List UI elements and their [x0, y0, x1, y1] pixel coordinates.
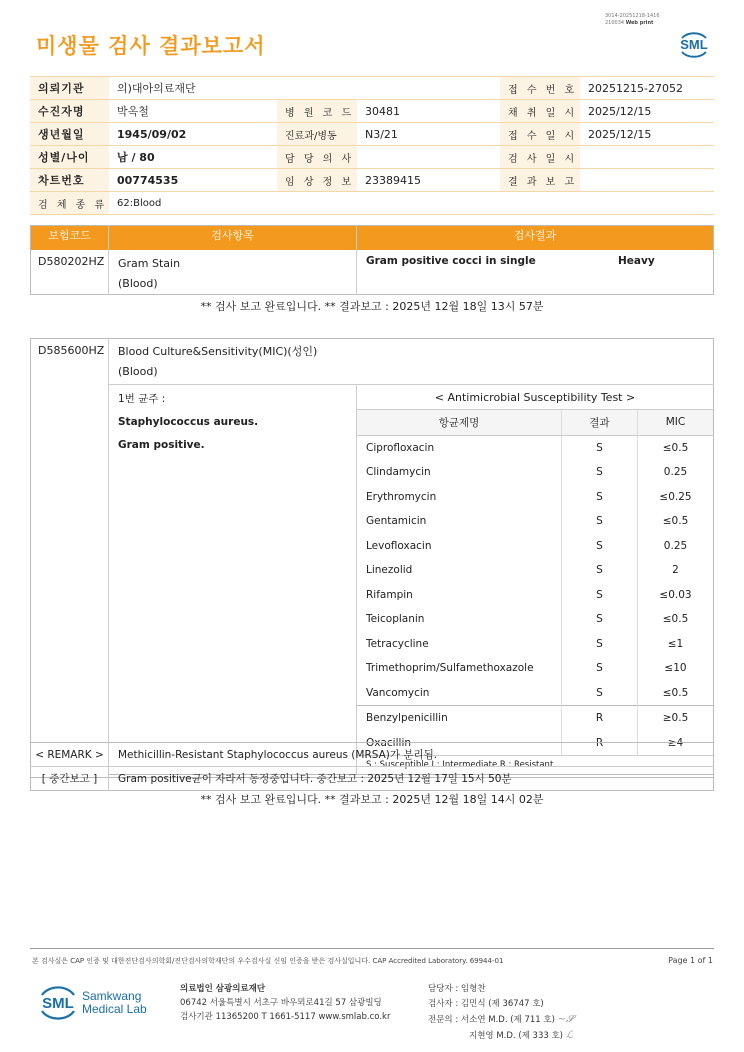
info-label: 검 사 일 시 — [500, 146, 580, 169]
signature-image: ∼𝓢 — [557, 1014, 574, 1025]
org-name: 의료법인 삼광의료재단 — [180, 984, 266, 994]
info-label: 검 체 종 류 — [30, 192, 109, 215]
info-value — [580, 146, 714, 169]
drug-result: S — [562, 509, 638, 534]
gram-result: Gram positive. — [118, 439, 205, 451]
sml-logo — [676, 27, 712, 67]
info-value: 00774535 — [109, 169, 277, 192]
footer-divider — [30, 948, 714, 949]
drug-mic: ≥4 — [638, 731, 714, 756]
interim-text: Gram positive균이 자라서 동정중입니다. 중간보고 : 2025년 12월 17일 15시 50분 — [109, 767, 714, 791]
isolate-info — [109, 385, 357, 756]
info-value — [580, 169, 714, 192]
info-row — [30, 146, 714, 169]
print-code-line2: 210034 — [605, 20, 625, 26]
info-value: 1945/09/02 — [109, 123, 277, 146]
info-label: 의뢰기관 — [30, 77, 109, 100]
info-label: 차트번호 — [30, 169, 109, 192]
logo-name-line1: Samkwang — [82, 989, 142, 1003]
samkwang-logo — [36, 981, 147, 1025]
isolate-label: 1번 균주 : — [118, 393, 166, 405]
test-code: D585600HZ — [31, 339, 109, 385]
info-label: 접 수 번 호 — [500, 77, 580, 100]
drug-mic: 0.25 — [638, 534, 714, 559]
info-label: 담 당 의 사 — [277, 146, 357, 169]
info-value: 20251215-27052 — [580, 77, 714, 100]
drug-result: S — [562, 632, 638, 657]
drug-result: S — [562, 656, 638, 681]
drug-name: Ciprofloxacin — [366, 441, 435, 454]
ast-legend: S : Susceptible I : Intermediate R : Resistant — [357, 756, 714, 775]
staff-specialist-2: 지현영 M.D. (제 333 호) — [469, 1031, 564, 1041]
col-drug: 항균제명 — [357, 410, 562, 436]
info-label: 병 원 코 드 — [277, 100, 357, 123]
signature-image: ℒ — [565, 1030, 573, 1041]
drug-name: Trimethoprim/Sulfamethoxazole — [366, 662, 534, 675]
logo-text: SML — [680, 37, 708, 52]
page-number: Page 1 of 1 — [668, 956, 713, 965]
drug-mic: ≤0.5 — [638, 607, 714, 632]
drug-result: S — [562, 435, 638, 460]
result-row — [31, 250, 714, 295]
col-test-result: 검사결과 — [357, 226, 714, 251]
drug-mic: 2 — [638, 558, 714, 583]
info-value: 의)대아의료재단 — [109, 77, 500, 100]
accreditation-note: 본 검사실은 CAP 인증 및 대한진단검사의학회/진단검사의학재단의 우수검사실 신임 인증을 받은 검사실입니다. CAP Accredited Laboratory. 69944-01 — [32, 957, 504, 965]
drug-result: S — [562, 681, 638, 706]
drug-mic: ≤0.03 — [638, 583, 714, 608]
drug-mic: ≤0.5 — [638, 435, 714, 460]
report-complete-1: ** 검사 보고 완료입니다. ** 결과보고 : 2025년 12월 18일 13시 57분 — [200, 300, 544, 313]
info-row — [30, 123, 714, 146]
drug-mic: ≥0.5 — [638, 706, 714, 731]
info-row — [30, 77, 714, 100]
drug-name: Rifampin — [366, 588, 413, 601]
staff-list — [428, 982, 574, 1044]
page-title: 미생물 검사 결과보고서 — [36, 34, 266, 58]
drug-result: R — [562, 731, 638, 756]
drug-result: S — [562, 558, 638, 583]
result-amount: Heavy — [618, 255, 655, 267]
drug-name: Gentamicin — [366, 515, 427, 528]
specimen: (Blood) — [118, 277, 158, 290]
drug-mic: ≤1 — [638, 632, 714, 657]
info-label: 수진자명 — [30, 100, 109, 123]
drug-mic: ≤0.5 — [638, 681, 714, 706]
web-print-label: Web print — [625, 20, 654, 26]
info-value: 30481 — [357, 100, 500, 123]
remark-text: Methicillin-Resistant Staphylococcus aureus (MRSA)가 분리됨. — [118, 749, 438, 761]
drug-result: S — [562, 460, 638, 485]
test-result: Gram positive cocci in single — [366, 255, 536, 267]
remark-label: < REMARK > — [31, 743, 109, 767]
drug-result: R — [562, 706, 638, 731]
info-value: 62:Blood — [109, 192, 714, 215]
drug-mic: ≤0.5 — [638, 509, 714, 534]
info-value: 남 / 80 — [109, 146, 277, 169]
col-insurance-code: 보험코드 — [31, 226, 109, 251]
print-code-line1: 3014-20251218-1416 — [605, 13, 660, 19]
info-value: N3/21 — [357, 123, 500, 146]
drug-name: Tetracycline — [366, 637, 429, 650]
drug-name: Erythromycin — [366, 490, 437, 503]
test-name: Gram Stain — [118, 257, 181, 270]
result-row — [31, 339, 714, 385]
drug-result: S — [562, 534, 638, 559]
drug-result: S — [562, 607, 638, 632]
interim-label: [ 중간보고 ] — [31, 767, 109, 791]
info-label: 결 과 보 고 — [500, 169, 580, 192]
patient-info-table — [30, 76, 714, 215]
drug-name: Linezolid — [366, 564, 413, 577]
info-value — [357, 146, 500, 169]
drug-name: Oxacillin — [366, 736, 412, 749]
drug-mic: ≤0.25 — [638, 485, 714, 510]
lab-address — [180, 982, 390, 1024]
drug-name: Benzylpenicillin — [357, 706, 562, 731]
drug-mic: 0.25 — [638, 460, 714, 485]
info-row — [30, 169, 714, 192]
result-header — [31, 226, 714, 251]
drug-name: Vancomycin — [366, 686, 430, 699]
test-code: D580202HZ — [38, 255, 105, 268]
info-value: 2025/12/15 — [580, 100, 714, 123]
col-mic: MIC — [638, 410, 714, 436]
interim-row — [31, 767, 714, 791]
info-label: 임 상 정 보 — [277, 169, 357, 192]
drug-result: S — [562, 583, 638, 608]
info-label: 생년월일 — [30, 123, 109, 146]
staff-in-charge: 담당자 : 임형찬 — [428, 984, 486, 994]
remark-table — [30, 742, 714, 791]
organism-name: Staphylococcus aureus. — [118, 416, 259, 428]
ast-title: < Antimicrobial Susceptibility Test > — [357, 385, 714, 410]
staff-examiner: 검사자 : 김민식 (제 36747 호) — [428, 999, 544, 1009]
specimen: (Blood) — [118, 365, 158, 378]
blood-culture-result — [30, 338, 714, 778]
staff-specialist-1: 전문의 : 서소연 M.D. (제 711 호) — [428, 1015, 555, 1025]
contact: 검사기관 11365200 T 1661-5117 www.smlab.co.kr — [180, 1012, 391, 1022]
info-row — [30, 100, 714, 123]
info-value: 2025/12/15 — [580, 123, 714, 146]
gram-stain-result — [30, 225, 714, 295]
address: 06742 서울특별시 서초구 바우뫼로41길 57 삼광빌딩 — [180, 998, 382, 1008]
report-complete-2: ** 검사 보고 완료입니다. ** 결과보고 : 2025년 12월 18일 14시 02분 — [200, 793, 544, 806]
info-label: 성별/나이 — [30, 146, 109, 169]
info-value: 박옥철 — [109, 100, 277, 123]
info-label: 진료과/병동 — [277, 123, 357, 146]
print-code — [605, 13, 660, 27]
info-value: 23389415 — [357, 169, 500, 192]
col-result: 결과 — [562, 410, 638, 436]
info-label: 접 수 일 시 — [500, 123, 580, 146]
remark-row — [31, 743, 714, 767]
drug-name: Teicoplanin — [366, 613, 425, 626]
logo-text: SML — [42, 995, 74, 1012]
drug-name: Clindamycin — [366, 466, 431, 479]
col-test-item: 검사항목 — [109, 226, 357, 251]
drug-name: Levofloxacin — [366, 539, 432, 552]
test-name: Blood Culture&Sensitivity(MIC)(성인) — [118, 345, 318, 358]
logo-name-line2: Medical Lab — [82, 1002, 147, 1016]
drug-result: S — [562, 485, 638, 510]
info-label: 채 취 일 시 — [500, 100, 580, 123]
drug-mic: ≤10 — [638, 656, 714, 681]
info-row — [30, 192, 714, 215]
